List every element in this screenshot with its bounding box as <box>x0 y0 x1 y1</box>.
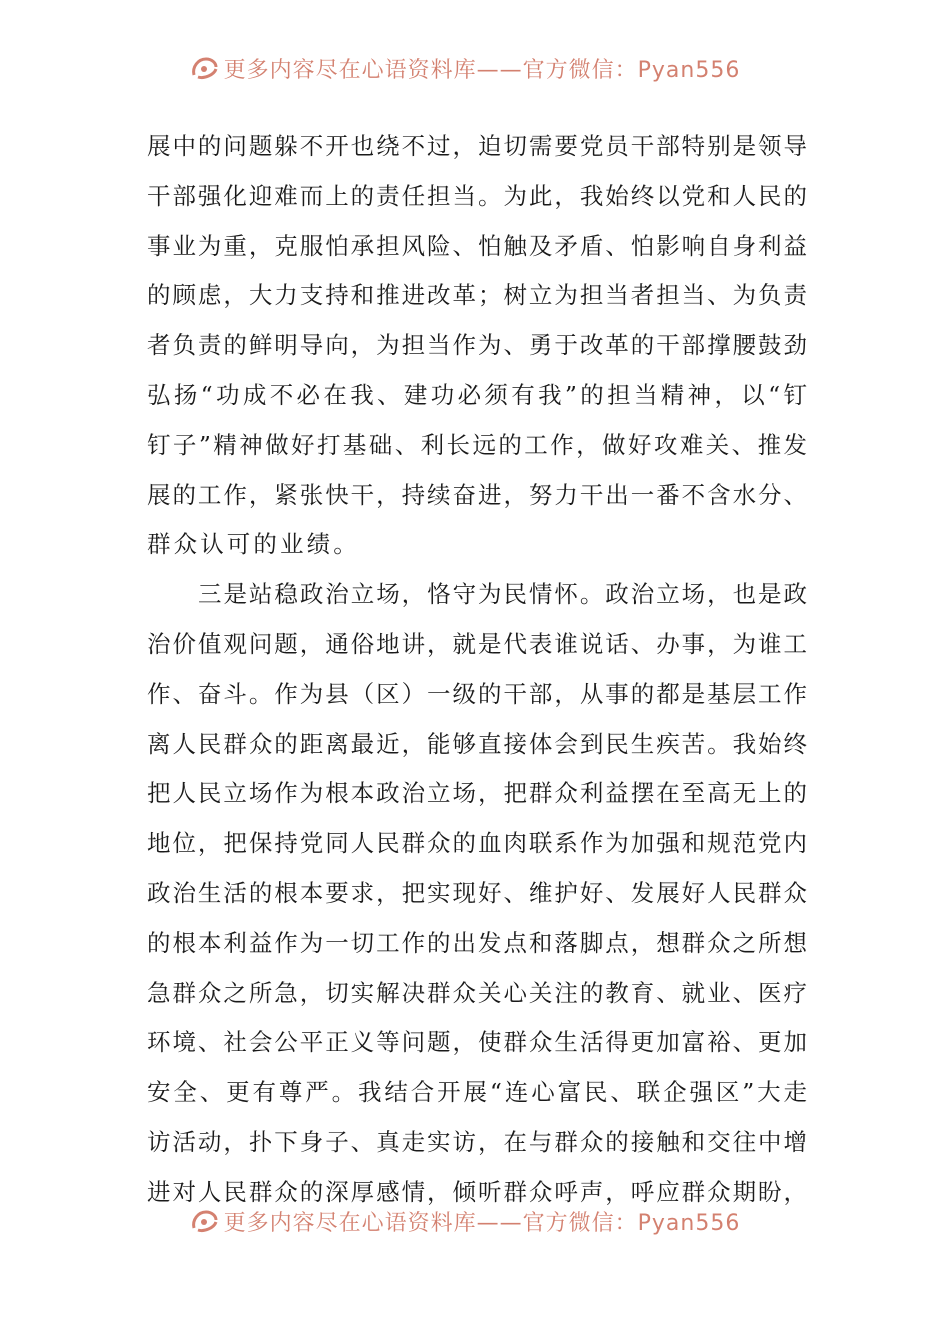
text-line: 弘扬“功成不必在我、建功必须有我”的担当精神，以“钉 <box>147 380 807 409</box>
text-line: 把人民立场作为根本政治立场，把群众利益摆在至高无上的 <box>147 779 807 808</box>
text-line: 的顾虑，大力支持和推进改革；树立为担当者担当、为负责 <box>147 281 807 310</box>
footer-watermark <box>0 1201 950 1241</box>
text-line: 急群众之所急，切实解决群众关心关注的教育、就业、医疗 <box>147 978 807 1007</box>
brand-logo-icon <box>190 55 220 81</box>
text-line: 干部强化迎难而上的责任担当。为此，我始终以党和人民的 <box>147 181 807 210</box>
text-line: 者负责的鲜明导向，为担当作为、勇于改革的干部撑腰鼓劲 <box>147 331 807 360</box>
text-line: 安全、更有尊严。我结合开展“连心富民、联企强区”大走 <box>147 1078 807 1107</box>
watermark-text: 更多内容尽在心语资料库——官方微信：Pyan556 <box>223 1210 741 1236</box>
watermark-text: 更多内容尽在心语资料库——官方微信：Pyan556 <box>223 57 741 83</box>
text-line: 地位，把保持党同人民群众的血肉联系作为加强和规范党内 <box>147 829 807 858</box>
text-line: 政治生活的根本要求，把实现好、维护好、发展好人民群众 <box>147 878 807 907</box>
text-line: 访活动，扑下身子、真走实访，在与群众的接触和交往中增 <box>147 1127 807 1156</box>
text-line: 的根本利益作为一切工作的出发点和落脚点，想群众之所想 <box>147 928 807 957</box>
text-line: 进对人民群众的深厚感情，倾听群众呼声，呼应群众期盼， <box>147 1177 807 1206</box>
text-line: 作、奋斗。作为县（区）一级的干部，从事的都是基层工作 <box>147 679 807 708</box>
header-watermark <box>0 48 950 88</box>
text-line: 离人民群众的距离最近，能够直接体会到民生疾苦。我始终 <box>147 729 807 758</box>
text-line: 三是站稳政治立场，恪守为民情怀。政治立场，也是政 <box>198 580 807 609</box>
document-body <box>147 122 807 1218</box>
text-line: 展的工作，紧张快干，持续奋进，努力干出一番不含水分、 <box>147 480 807 509</box>
text-line: 事业为重，克服怕承担风险、怕触及矛盾、怕影响自身利益 <box>147 231 807 260</box>
text-line: 群众认可的业绩。 <box>147 530 360 559</box>
brand-logo-icon <box>190 1208 220 1234</box>
text-line: 展中的问题躲不开也绕不过，迫切需要党员干部特别是领导 <box>147 132 807 160</box>
text-line: 治价值观问题，通俗地讲，就是代表谁说话、办事，为谁工 <box>147 629 807 658</box>
text-line: 环境、社会公平正义等问题，使群众生活得更加富裕、更加 <box>147 1028 807 1057</box>
text-line: 钉子”精神做好打基础、利长远的工作，做好攻难关、推发 <box>147 430 807 459</box>
